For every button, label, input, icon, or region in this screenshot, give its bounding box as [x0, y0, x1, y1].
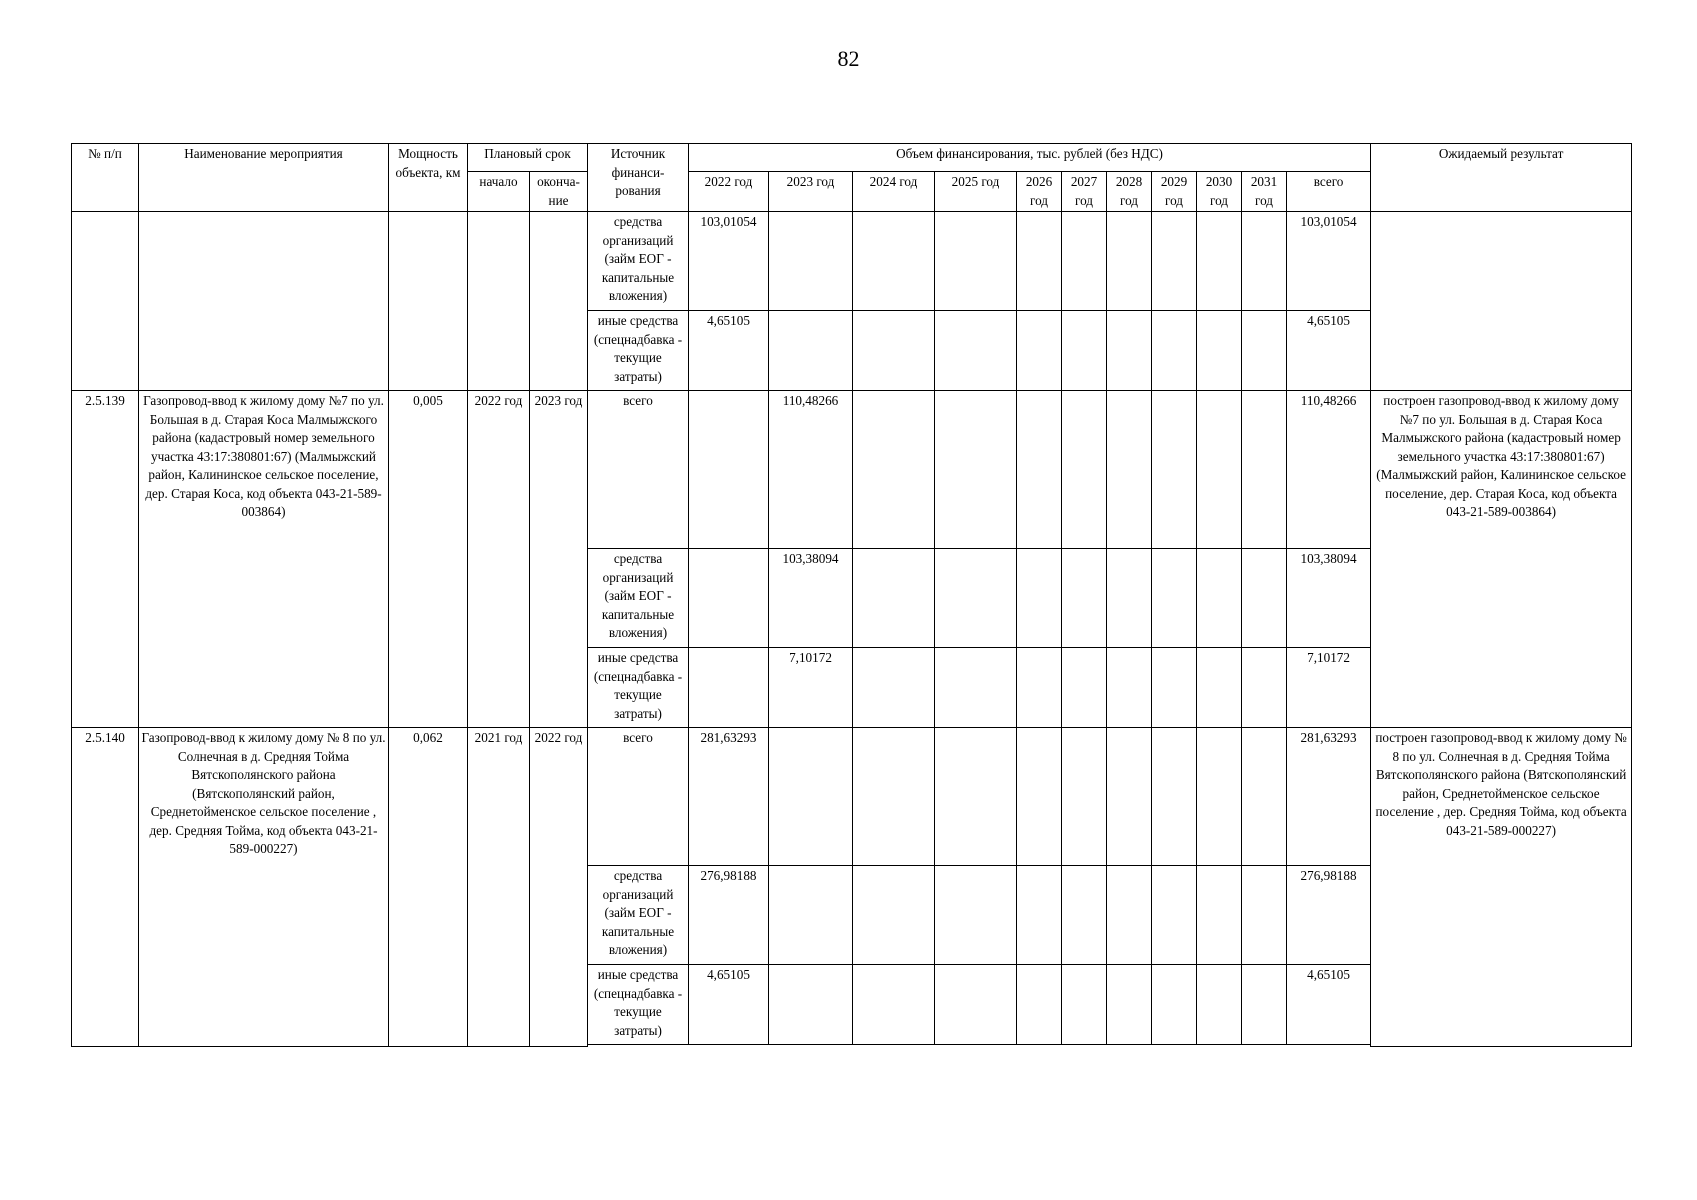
header-name: Наименование мероприятия [139, 144, 389, 212]
value-total: 4,65105 [1287, 965, 1371, 1045]
value-2023: 110,48266 [769, 391, 853, 549]
source-cell: иные средства (спецнадбавка - текущие затраты) [588, 311, 689, 391]
value-2028 [1107, 212, 1152, 311]
item-capacity: 0,062 [389, 728, 468, 1047]
value-2024 [853, 648, 935, 728]
value-2024 [853, 549, 935, 648]
value-2028 [1107, 728, 1152, 866]
value-2023: 7,10172 [769, 648, 853, 728]
header-term-start: начало [468, 172, 530, 212]
carryover-name-cell [139, 212, 389, 391]
header-funding: Объем финансирования, тыс. рублей (без НДС) [689, 144, 1371, 172]
header-total: всего [1287, 172, 1371, 212]
header-capacity: Мощность объекта, км [389, 144, 468, 212]
value-2031 [1242, 212, 1287, 311]
value-2030 [1197, 549, 1242, 648]
value-2025 [935, 311, 1017, 391]
value-2025 [935, 866, 1017, 965]
value-2022: 4,65105 [689, 311, 769, 391]
value-2022: 4,65105 [689, 965, 769, 1045]
value-2027 [1062, 965, 1107, 1045]
value-2028 [1107, 391, 1152, 549]
header-year-2026: 2026 год [1017, 172, 1062, 212]
header-year-2023: 2023 год [769, 172, 853, 212]
header-year-2025: 2025 год [935, 172, 1017, 212]
value-2031 [1242, 965, 1287, 1045]
funding-table [71, 143, 1632, 1047]
source-cell: средства организаций (займ ЕОГ - капитальные вложения) [588, 212, 689, 311]
value-2023 [769, 965, 853, 1045]
value-2022 [689, 648, 769, 728]
value-2028 [1107, 965, 1152, 1045]
value-2031 [1242, 648, 1287, 728]
value-total: 7,10172 [1287, 648, 1371, 728]
value-total: 103,01054 [1287, 212, 1371, 311]
value-2022: 103,01054 [689, 212, 769, 311]
value-2030 [1197, 212, 1242, 311]
table-row [72, 212, 1632, 311]
value-2027 [1062, 648, 1107, 728]
value-2025 [935, 965, 1017, 1045]
value-2030 [1197, 728, 1242, 866]
carryover-capacity-cell [389, 212, 468, 391]
value-2026 [1017, 866, 1062, 965]
value-2030 [1197, 866, 1242, 965]
table-row [72, 391, 1632, 549]
item-result: построен газопровод-ввод к жилому дому №7 по ул. Большая в д. Старая Коса Малмыжского района (кадастровый номер земельного участка 43:17:380801:67) (Малмыжский район, Калининское сельское поселение, дер. Старая Коса, код объекта 043-21-589-003864) [1371, 391, 1632, 728]
value-2024 [853, 965, 935, 1045]
value-2030 [1197, 648, 1242, 728]
value-2031 [1242, 391, 1287, 549]
value-2023: 103,38094 [769, 549, 853, 648]
header-year-2027: 2027 год [1062, 172, 1107, 212]
header-source: Источник финанси-рования [588, 144, 689, 212]
value-2030 [1197, 311, 1242, 391]
value-2024 [853, 311, 935, 391]
value-2025 [935, 549, 1017, 648]
item-capacity: 0,005 [389, 391, 468, 728]
source-cell: средства организаций (займ ЕОГ - капитальные вложения) [588, 866, 689, 965]
item-num: 2.5.140 [72, 728, 139, 1047]
value-2026 [1017, 728, 1062, 866]
value-2029 [1152, 212, 1197, 311]
value-2029 [1152, 728, 1197, 866]
header-num: № п/п [72, 144, 139, 212]
value-2026 [1017, 648, 1062, 728]
value-2027 [1062, 391, 1107, 549]
value-2024 [853, 391, 935, 549]
value-2029 [1152, 648, 1197, 728]
header-term-end: оконча-ние [530, 172, 588, 212]
item-end: 2022 год [530, 728, 588, 1047]
carryover-start-cell [468, 212, 530, 391]
value-total: 4,65105 [1287, 311, 1371, 391]
value-total: 276,98188 [1287, 866, 1371, 965]
value-2027 [1062, 866, 1107, 965]
source-cell: всего [588, 391, 689, 549]
value-2029 [1152, 965, 1197, 1045]
value-2023 [769, 866, 853, 965]
value-2028 [1107, 648, 1152, 728]
value-2028 [1107, 549, 1152, 648]
page-number: 82 [837, 46, 860, 71]
value-2025 [935, 391, 1017, 549]
value-2030 [1197, 965, 1242, 1045]
item-start: 2021 год [468, 728, 530, 1047]
item-name: Газопровод-ввод к жилому дому № 8 по ул. Солнечная в д. Средняя Тойма Вятскополянского района (Вятскополянский район, Среднетойменское сельское поселение , дер. Средняя Тойма, код объекта 043-21-589-000227) [139, 728, 389, 1047]
header-year-2024: 2024 год [853, 172, 935, 212]
source-cell: иные средства (спецнадбавка - текущие затраты) [588, 965, 689, 1045]
carryover-end-cell [530, 212, 588, 391]
header-result: Ожидаемый результат [1371, 144, 1632, 212]
value-2028 [1107, 311, 1152, 391]
item-result: построен газопровод-ввод к жилому дому № 8 по ул. Солнечная в д. Средняя Тойма Вятскополянского района (Вятскополянский район, Среднетойменское сельское поселение , дер. Средняя Тойма, код объекта 043-21-589-000227) [1371, 728, 1632, 1047]
value-2024 [853, 866, 935, 965]
value-2024 [853, 212, 935, 311]
value-total: 110,48266 [1287, 391, 1371, 549]
value-2029 [1152, 391, 1197, 549]
carryover-result-cell [1371, 212, 1632, 391]
header-term: Плановый срок [468, 144, 588, 172]
item-start: 2022 год [468, 391, 530, 728]
value-2026 [1017, 549, 1062, 648]
header-year-2030: 2030 год [1197, 172, 1242, 212]
value-2027 [1062, 311, 1107, 391]
value-2029 [1152, 311, 1197, 391]
value-2025 [935, 212, 1017, 311]
value-2028 [1107, 866, 1152, 965]
source-cell: средства организаций (займ ЕОГ - капитальные вложения) [588, 549, 689, 648]
value-2022: 276,98188 [689, 866, 769, 965]
value-2029 [1152, 866, 1197, 965]
value-2025 [935, 728, 1017, 866]
value-2031 [1242, 728, 1287, 866]
value-2031 [1242, 549, 1287, 648]
value-total: 103,38094 [1287, 549, 1371, 648]
value-2027 [1062, 212, 1107, 311]
value-2031 [1242, 866, 1287, 965]
item-num: 2.5.139 [72, 391, 139, 728]
header-year-2031: 2031 год [1242, 172, 1287, 212]
header-year-2022: 2022 год [689, 172, 769, 212]
value-2025 [935, 648, 1017, 728]
value-2029 [1152, 549, 1197, 648]
value-2023 [769, 212, 853, 311]
source-cell: иные средства (спецнадбавка - текущие затраты) [588, 648, 689, 728]
carryover-num-cell [72, 212, 139, 391]
value-2024 [853, 728, 935, 866]
value-total: 281,63293 [1287, 728, 1371, 866]
source-cell: всего [588, 728, 689, 866]
value-2023 [769, 311, 853, 391]
value-2022 [689, 549, 769, 648]
value-2026 [1017, 965, 1062, 1045]
value-2023 [769, 728, 853, 866]
value-2022 [689, 391, 769, 549]
value-2027 [1062, 549, 1107, 648]
value-2026 [1017, 391, 1062, 549]
value-2026 [1017, 212, 1062, 311]
header-year-2028: 2028 год [1107, 172, 1152, 212]
header-year-2029: 2029 год [1152, 172, 1197, 212]
item-name: Газопровод-ввод к жилому дому №7 по ул. Большая в д. Старая Коса Малмыжского района (кадастровый номер земельного участка 43:17:380801:67) (Малмыжский район, Калининское сельское поселение, дер. Старая Коса, код объекта 043-21-589-003864) [139, 391, 389, 728]
value-2022: 281,63293 [689, 728, 769, 866]
value-2031 [1242, 311, 1287, 391]
value-2026 [1017, 311, 1062, 391]
value-2030 [1197, 391, 1242, 549]
table-row [72, 728, 1632, 866]
item-end: 2023 год [530, 391, 588, 728]
value-2027 [1062, 728, 1107, 866]
